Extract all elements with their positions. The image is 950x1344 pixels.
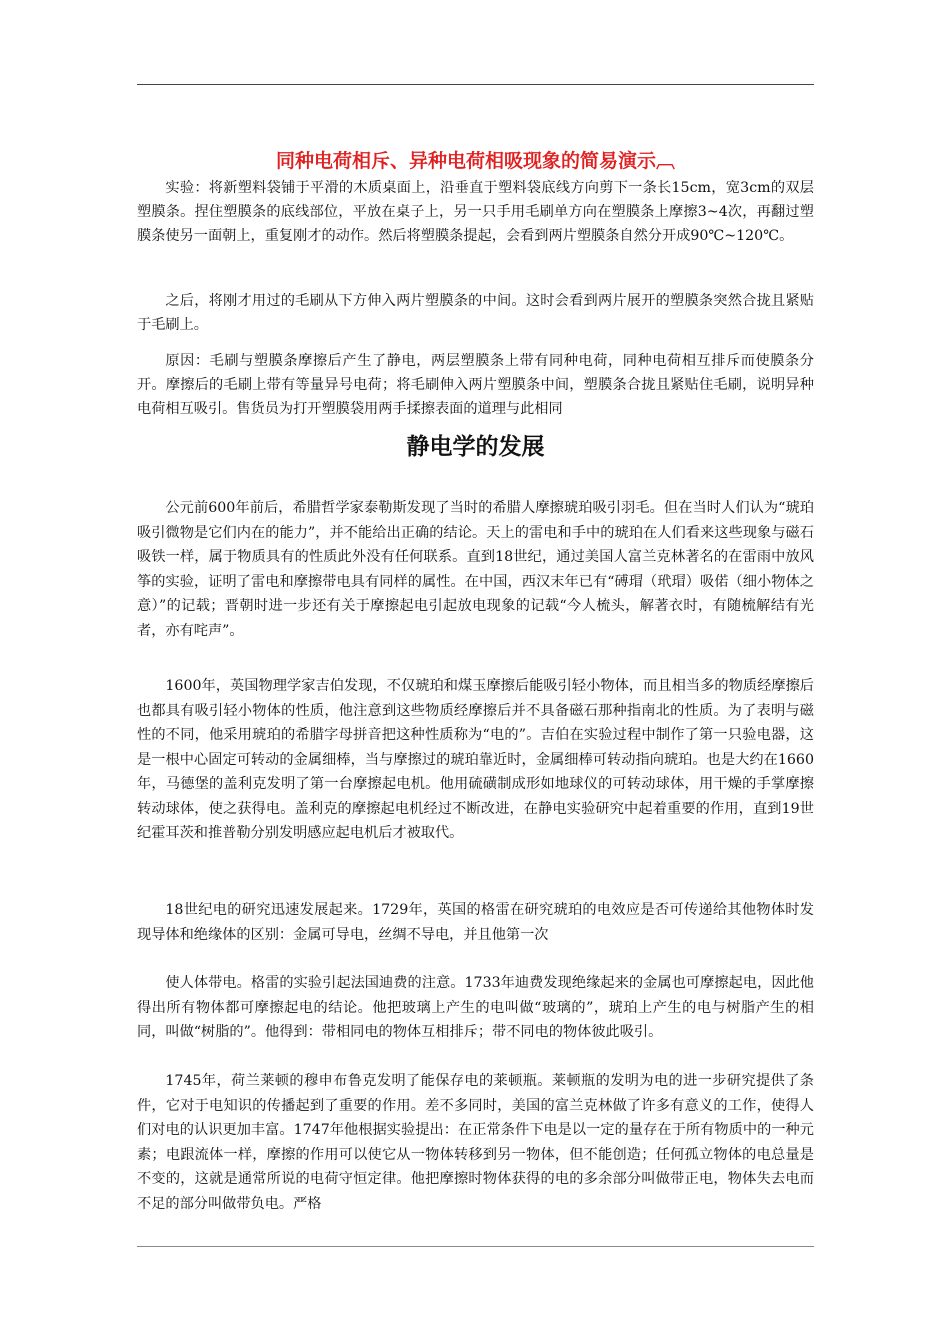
history-paragraph-1600: 1600年，英国物理学家吉伯发现，不仅琥珀和煤玉摩擦后能吸引轻小物体，而且相当多的物质经摩擦后也都具有吸引轻小物体的性质，他注意到这些物质经摩擦后并不具备磁石那种指南北的性质。为了表明与磁性的不同，他采用琥珀的希腊字母拼音把这种性质称为“电的”。吉伯在实验过程中制作了第一只验电器，这是一根中心固定可转动的金属细棒，当与摩擦过的琥珀靠近时，金属细棒可转动指向琥珀。也是大约在1660年，马德堡的盖利克发明了第一台摩擦起电机。他用硫磺制成形如地球仪的可转动球体，用干燥的手掌摩擦转动球体，使之获得电。盖利克的摩擦起电机经过不断改进，在静电实验研究中起着重要的作用，直到19世纪霍耳茨和推普勒分别发明感应起电机后才被取代。 [137, 678, 814, 841]
section-title: 静电学的发展 [406, 433, 545, 460]
demo-title [137, 148, 814, 174]
history-paragraph-18th-century: 18世纪电的研究迅速发展起来。1729年，英国的格雷在研究琥珀的电效应是否可传递给其他物体时发现导体和绝缘体的区别：金属可导电，丝绸不导电，并且他第一次 [137, 902, 814, 943]
footer-rule [137, 1246, 814, 1247]
reason-paragraph: 原因：毛刷与塑膜条摩擦后产生了静电，两层塑膜条上带有同种电荷，同种电荷相互排斥而使膜条分开。摩擦后的毛刷上带有等量异号电荷；将毛刷伸入两片塑膜条中间，塑膜条合拢且紧贴住毛刷，说明异种电荷相互吸引。售货员为打开塑膜袋用两手揉擦表面的道理与此相同 [137, 353, 814, 417]
history-paragraph-gray: 使人体带电。格雷的实验引起法国迪费的注意。1733年迪费发现绝缘起来的金属也可摩擦起电，因此他得出所有物体都可摩擦起电的结论。他把玻璃上产生的电叫做“玻璃的”，琥珀上产生的电与树脂产生的相同，叫做“树脂的”。他得到：带相同电的物体互相排斥；带不同电的物体彼此吸引。 [137, 975, 814, 1040]
header-rule [137, 84, 814, 85]
history-paragraph-1745: 1745年，荷兰莱顿的穆申布鲁克发明了能保存电的莱顿瓶。莱顿瓶的发明为电的进一步研究提供了条件，它对于电知识的传播起到了重要的作用。差不多同时，美国的富兰克林做了许多有意义的工作，使得人们对电的认识更加丰富。1747年他根据实验提出：在正常条件下电是以一定的量存在于所有物质中的一种元素；电跟流体一样，摩擦的作用可以使它从一物体转移到另一物体，但不能创造；任何孤立物体的电总量是不变的，这就是通常所说的电荷守恒定律。他把摩擦时物体获得的电的多余部分叫做带正电，物体失去电而不足的部分叫做带负电。严格 [137, 1073, 814, 1212]
demo-title-text: 同种电荷相斥、异种电荷相吸现象的简易演示 [275, 150, 656, 172]
history-paragraph-ancient: 公元前600年前后，希腊哲学家泰勒斯发现了当时的希腊人摩擦琥珀吸引羽毛。但在当时人们认为“琥珀吸引微物是它们内在的能力”，并不能给出正确的结论。天上的雷电和手中的琥珀在人们看来这些现象与磁石吸铁一样，属于物质具有的性质此外没有任何联系。直到18世纪，通过美国人富兰克林著名的在雷雨中放风筝的实验，证明了雷电和摩擦带电具有同样的属性。在中国，西汉末年已有“磗瑁（玳瑁）吸偌（细小物体之意）”的记载；晋朝时进一步还有关于摩擦起电引起放电现象的记载“今人梳头，解著衣时，有随梳解结有光者，亦有咤声”。 [137, 500, 814, 639]
observation-paragraph: 之后，将刚才用过的毛刷从下方伸入两片塑膜条的中间。这时会看到两片展开的塑膜条突然合拢且紧贴于毛刷上。 [137, 293, 814, 333]
demo-title-suffix: ︹ [656, 150, 676, 172]
experiment-paragraph: 实验：将新塑料袋铺于平滑的木质桌面上，沿垂直于塑料袋底线方向剪下一条长15cm，宽3cm的双层塑膜条。捏住塑膜条的底线部位，平放在桌子上，另一只手用毛刷单方向在塑膜条上摩擦3~4次，再翻过塑膜条使另一面朝上，重复刚才的动作。然后将塑膜条提起，会看到两片塑膜条自然分开成90℃~120℃。 [137, 180, 814, 244]
